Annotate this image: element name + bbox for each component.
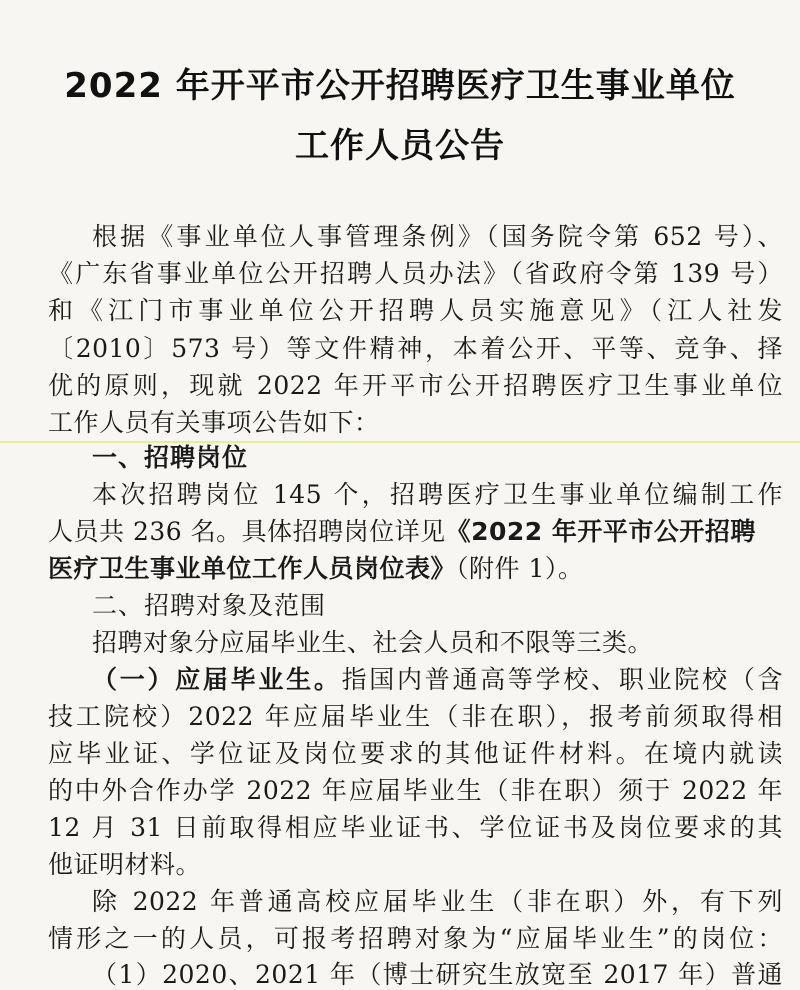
section-1-tail: （附件 1）。 bbox=[456, 554, 584, 583]
intro-line-5: 优的原则，现就 2022 年开平市公开招聘医疗卫生事业单位 bbox=[48, 371, 783, 400]
document-title-line-2: 工作人员公告 bbox=[295, 126, 505, 166]
sub1-label: （一）应届毕业生。 bbox=[92, 665, 342, 694]
section-1-line-3 bbox=[48, 554, 783, 584]
section-1-line-1: 本次招聘岗位 145 个，招聘医疗卫生事业单位编制工作 bbox=[92, 480, 783, 509]
section-2-para2-line-2: 情形之一的人员，可报考招聘对象为“应届毕业生”的岗位： bbox=[48, 924, 783, 953]
section-2-sub1-line-2: 技工院校）2022 年应届毕业生（非在职），报考前须取得相 bbox=[48, 702, 783, 731]
intro-line-4: 〔2010〕573 号）等文件精神，本着公开、平等、竞争、择 bbox=[48, 334, 783, 363]
section-1-bold-reference-tail: 医疗卫生事业单位工作人员岗位表》 bbox=[48, 554, 457, 583]
document-title-line-1: 2022 年开平市公开招聘医疗卫生事业单位 bbox=[64, 66, 736, 106]
intro-line-1: 根据《事业单位人事管理条例》（国务院令第 652 号）、 bbox=[92, 222, 783, 251]
section-2-para2-line-1: 除 2022 年普通高校应届毕业生（非在职）外，有下列 bbox=[92, 887, 783, 916]
intro-line-3: 和《江门市事业单位公开招聘人员实施意见》（江人社发 bbox=[48, 296, 783, 325]
section-1-heading: 一、招聘岗位 bbox=[92, 443, 249, 472]
sub1-text: 指国内普通高等学校、职业院校（含 bbox=[341, 665, 783, 694]
section-2-intro: 招聘对象分应届毕业生、社会人员和不限等三类。 bbox=[92, 628, 654, 657]
section-1-bold-reference: 《2022 年开平市公开招聘 bbox=[445, 517, 756, 546]
intro-line-2: 《广东省事业单位公开招聘人员办法》（省政府令第 139 号） bbox=[48, 259, 783, 288]
section-2-heading: 二、招聘对象及范围 bbox=[92, 591, 327, 620]
section-2-sub1-line-3: 应毕业证、学位证及岗位要求的其他证件材料。在境内就读 bbox=[48, 739, 783, 768]
section-1-line-2 bbox=[48, 517, 783, 547]
section-2-sub1-line-4: 的中外合作办学 2022 年应届毕业生（非在职）须于 2022 年 bbox=[48, 776, 783, 805]
section-2-sub1-line-6: 他证明材料。 bbox=[48, 850, 202, 879]
section-1-line-2-text: 人员共 236 名。具体招聘岗位详见 bbox=[48, 517, 446, 546]
section-2-sub1-line-5: 12 月 31 日前取得相应毕业证书、学位证书及岗位要求的其 bbox=[48, 813, 783, 842]
section-2-sub1-line-1 bbox=[92, 665, 783, 695]
intro-line-6: 工作人员有关事项公告如下： bbox=[48, 408, 380, 437]
section-2-item-1: （1）2020、2021 年（博士研究生放宽至 2017 年）普通 bbox=[92, 960, 783, 989]
